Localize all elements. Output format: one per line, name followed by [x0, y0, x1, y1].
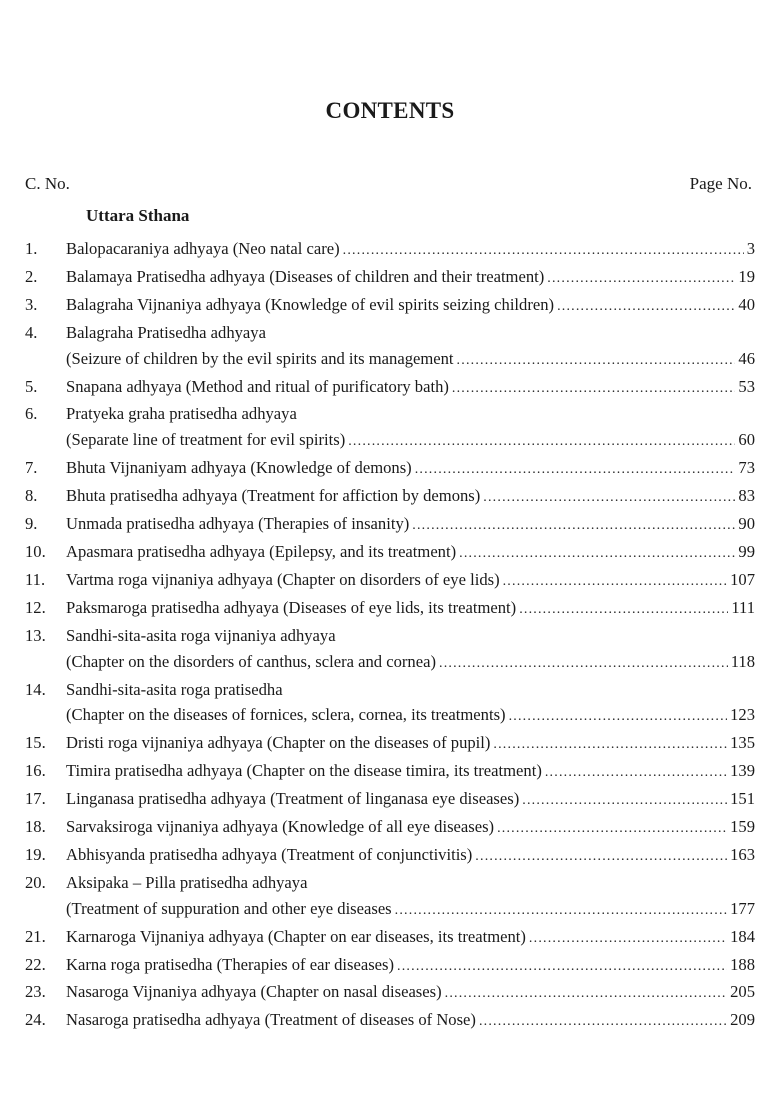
toc-entry	[25, 924, 755, 952]
page-number: 205	[730, 982, 755, 1002]
dot-leader	[475, 844, 727, 870]
dot-leader	[497, 816, 727, 842]
chapter-number: 8.	[25, 486, 38, 506]
toc-entry	[25, 320, 755, 374]
page-number: 139	[730, 761, 755, 781]
page-number: 19	[738, 266, 755, 286]
toc-entry	[25, 952, 755, 980]
chapter-number: 9.	[25, 514, 38, 534]
chapter-title: Balagraha Pratisedha adhyaya	[66, 322, 266, 342]
dot-leader	[522, 788, 727, 814]
dot-leader	[509, 704, 728, 730]
toc-entry	[25, 567, 755, 595]
chapter-number: 19.	[25, 844, 46, 864]
toc-entry	[25, 677, 755, 731]
toc-entry	[25, 455, 755, 483]
dot-leader	[529, 926, 727, 952]
chapter-number: 21.	[25, 926, 46, 946]
toc-entry	[25, 483, 755, 511]
chapter-title: Dristi roga vijnaniya adhyaya (Chapter on the diseases of pupil)	[66, 733, 491, 753]
toc-entry	[25, 1007, 755, 1035]
toc-entry	[25, 842, 755, 870]
page-number: 107	[730, 569, 755, 589]
chapter-number: 22.	[25, 954, 46, 974]
chapter-subtitle: (Treatment of suppuration and other eye diseases	[66, 898, 392, 918]
chapter-title: Linganasa pratisedha adhyaya (Treatment of linganasa eye diseases)	[66, 789, 520, 809]
chapter-number: 1.	[25, 239, 38, 258]
chapter-number: 13.	[25, 625, 46, 645]
chapter-title: Bhuta pratisedha adhyaya (Treatment for affiction by demons)	[66, 486, 481, 506]
section-heading: Uttara Sthana	[86, 206, 190, 225]
toc-entry	[25, 623, 755, 677]
page-number-column-header: Page No.	[689, 174, 752, 193]
page-number: 73	[738, 458, 755, 478]
dot-leader	[519, 597, 728, 623]
toc-entry	[25, 511, 755, 539]
dot-leader	[557, 294, 735, 320]
toc-entry	[25, 870, 755, 924]
page-number: 40	[738, 294, 755, 314]
chapter-title: Karnaroga Vijnaniya adhyaya (Chapter on ear diseases, its treatment)	[66, 926, 526, 946]
chapter-number: 14.	[25, 679, 46, 699]
chapter-number: 20.	[25, 872, 46, 892]
toc-entry	[25, 786, 755, 814]
chapter-title: Aksipaka – Pilla pratisedha adhyaya	[66, 872, 308, 892]
page-number: 184	[730, 926, 755, 946]
page-number: 83	[738, 486, 755, 506]
chapter-title: Pratyeka graha pratisedha adhyaya	[66, 404, 297, 424]
chapter-subtitle: (Chapter on the diseases of fornices, sclera, cornea, its treatments)	[66, 705, 506, 725]
page-number: 209	[730, 1010, 755, 1030]
page-number: 135	[730, 733, 755, 753]
chapter-number-column-header: C. No.	[25, 174, 70, 193]
chapter-title: Bhuta Vijnaniyam adhyaya (Knowledge of demons)	[66, 458, 412, 478]
table-of-contents	[25, 236, 755, 1035]
chapter-subtitle: (Chapter on the disorders of canthus, sclera and cornea)	[66, 651, 436, 671]
dot-leader	[457, 348, 736, 374]
page-number: 99	[738, 541, 755, 561]
page-number: 188	[730, 954, 755, 974]
chapter-title: Nasaroga Vijnaniya adhyaya (Chapter on nasal diseases)	[66, 982, 442, 1002]
page-number: 177	[730, 898, 755, 918]
chapter-number: 6.	[25, 404, 38, 424]
dot-leader	[439, 651, 728, 677]
page-number: 90	[738, 514, 755, 534]
page-number: 123	[730, 705, 755, 725]
dot-leader	[445, 981, 727, 1007]
dot-leader	[479, 1009, 727, 1035]
chapter-title: Balamaya Pratisedha adhyaya (Diseases of children and their treatment)	[66, 266, 545, 286]
page-number: 46	[738, 348, 755, 368]
chapter-title: Snapana adhyaya (Method and ritual of purificatory bath)	[66, 376, 449, 396]
toc-entry	[25, 758, 755, 786]
chapter-number: 4.	[25, 322, 38, 342]
chapter-number: 15.	[25, 733, 46, 753]
chapter-title: Paksmaroga pratisedha adhyaya (Diseases of eye lids, its treatment)	[66, 597, 517, 617]
toc-entry	[25, 374, 755, 402]
chapter-number: 24.	[25, 1010, 46, 1030]
chapter-title: Timira pratisedha adhyaya (Chapter on the disease timira, its treatment)	[66, 761, 542, 781]
page-title: CONTENTS	[325, 98, 455, 123]
toc-entry	[25, 814, 755, 842]
chapter-title: Abhisyanda pratisedha adhyaya (Treatment of conjunctivitis)	[66, 844, 473, 864]
chapter-title: Nasaroga pratisedha adhyaya (Treatment of diseases of Nose)	[66, 1010, 476, 1030]
chapter-number: 3.	[25, 294, 38, 314]
dot-leader	[459, 541, 735, 567]
dot-leader	[415, 457, 736, 483]
chapter-title: Balagraha Vijnaniya adhyaya (Knowledge of evil spirits seizing children)	[66, 294, 555, 314]
toc-entry	[25, 401, 755, 455]
dot-leader	[503, 569, 728, 595]
chapter-subtitle: (Seizure of children by the evil spirits and its management	[66, 348, 454, 368]
dot-leader	[343, 238, 744, 264]
chapter-number: 11.	[25, 569, 46, 589]
chapter-number: 2.	[25, 266, 38, 286]
chapter-number: 12.	[25, 597, 46, 617]
dot-leader	[547, 266, 735, 292]
chapter-number: 5.	[25, 376, 38, 396]
chapter-title: Vartma roga vijnaniya adhyaya (Chapter on disorders of eye lids)	[66, 569, 500, 589]
dot-leader	[483, 485, 735, 511]
page-number: 3	[746, 239, 755, 258]
toc-entry	[25, 292, 755, 320]
toc-entry	[25, 236, 755, 264]
dot-leader	[395, 898, 727, 924]
toc-entry	[25, 595, 755, 623]
chapter-number: 18.	[25, 817, 46, 837]
chapter-title: Apasmara pratisedha adhyaya (Epilepsy, and its treatment)	[66, 541, 457, 561]
page-number: 159	[730, 817, 755, 837]
chapter-title: Sandhi-sita-asita roga vijnaniya adhyaya	[66, 625, 336, 645]
page-number: 163	[730, 844, 755, 864]
dot-leader	[397, 954, 727, 980]
dot-leader	[348, 429, 735, 455]
chapter-number: 10.	[25, 541, 46, 561]
chapter-subtitle: (Separate line of treatment for evil spirits)	[66, 430, 346, 450]
dot-leader	[493, 732, 727, 758]
chapter-number: 7.	[25, 458, 38, 478]
toc-entry	[25, 730, 755, 758]
page-number: 60	[738, 430, 755, 450]
dot-leader	[452, 376, 736, 402]
toc-entry	[25, 979, 755, 1007]
dot-leader	[412, 513, 735, 539]
toc-entry	[25, 539, 755, 567]
chapter-title: Sarvaksiroga vijnaniya adhyaya (Knowledge of all eye diseases)	[66, 817, 495, 837]
toc-entry	[25, 264, 755, 292]
chapter-title: Sandhi-sita-asita roga pratisedha	[66, 679, 283, 699]
chapter-number: 16.	[25, 761, 46, 781]
chapter-number: 17.	[25, 789, 46, 809]
chapter-title: Unmada pratisedha adhyaya (Therapies of insanity)	[66, 514, 410, 534]
page-number: 111	[731, 597, 755, 617]
page-number: 151	[730, 789, 755, 809]
page-number: 118	[730, 651, 755, 671]
dot-leader	[545, 760, 727, 786]
page-number: 53	[738, 376, 755, 396]
chapter-number: 23.	[25, 982, 46, 1002]
chapter-title: Balopacaraniya adhyaya (Neo natal care)	[66, 239, 340, 258]
chapter-title: Karna roga pratisedha (Therapies of ear diseases)	[66, 954, 395, 974]
